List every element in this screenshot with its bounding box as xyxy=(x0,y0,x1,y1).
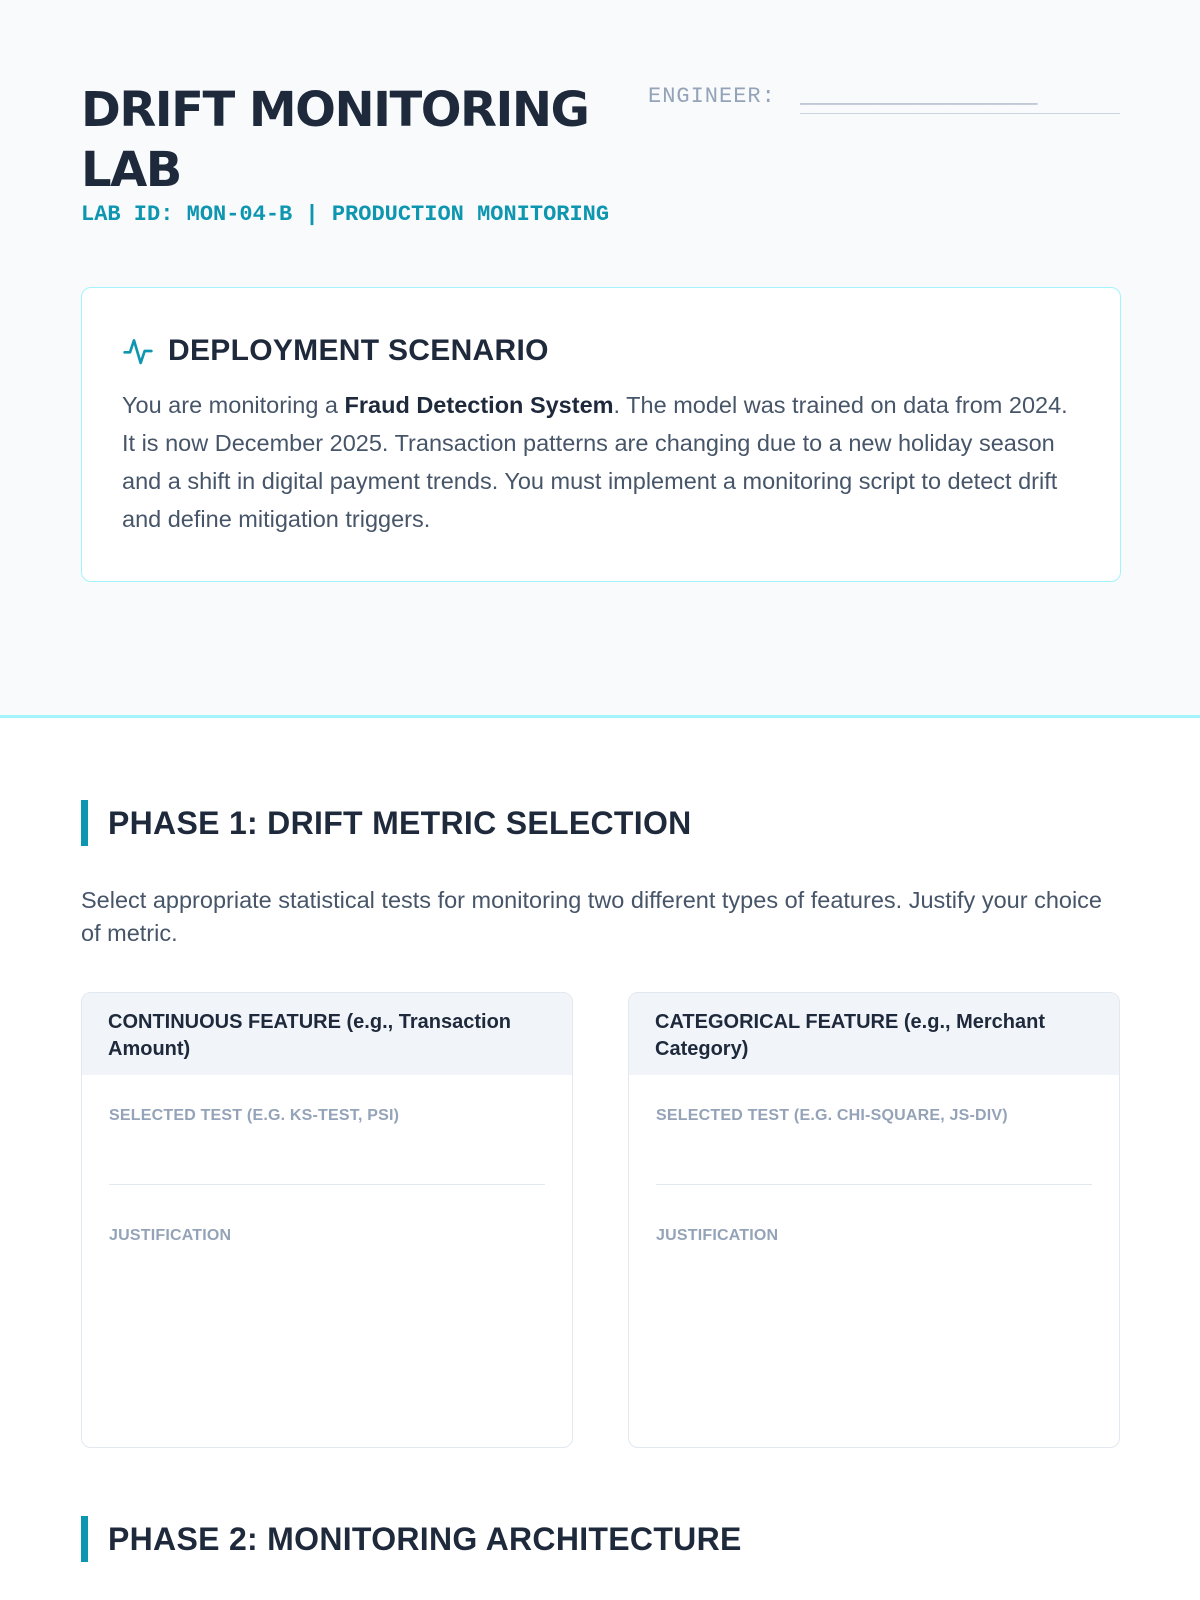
activity-pulse-icon xyxy=(122,335,154,367)
justification-input[interactable] xyxy=(656,1257,1092,1427)
justification-label: JUSTIFICATION xyxy=(109,1227,232,1244)
phase-1-description: Select appropriate statistical tests for monitoring two different types of features. Justify your choice of metric. xyxy=(81,887,1102,946)
card-title: CATEGORICAL FEATURE (e.g., Merchant Category) xyxy=(629,993,1119,1075)
phase-2-heading: PHASE 2: MONITORING ARCHITECTURE xyxy=(81,1516,742,1562)
phase-1-heading: PHASE 1: DRIFT METRIC SELECTION xyxy=(81,800,692,846)
selected-test-input[interactable] xyxy=(109,1129,545,1185)
scenario-heading xyxy=(122,334,549,368)
justification-input[interactable] xyxy=(109,1257,545,1427)
header-section xyxy=(0,0,1200,718)
selected-test-label: SELECTED TEST (E.G. CHI-SQUARE, JS-DIV) xyxy=(656,1107,1008,1124)
scenario-description: You are monitoring a Fraud Detection System. The model was trained on data from 2024. It is now December 2025. Transaction patterns are changing due to a new holiday season and a shift in digital payment trends. You must implement a monitoring script to detect drift and define mitigation triggers. xyxy=(122,392,1068,532)
selected-test-label: SELECTED TEST (E.G. KS-TEST, PSI) xyxy=(109,1107,400,1124)
scenario-title: DEPLOYMENT SCENARIO xyxy=(168,334,549,367)
deployment-scenario-card xyxy=(81,287,1121,582)
categorical-feature-card xyxy=(628,992,1120,1448)
system-name: Fraud Detection System xyxy=(344,392,614,418)
card-title: CONTINUOUS FEATURE (e.g., Transaction Amount) xyxy=(82,993,572,1075)
selected-test-input[interactable] xyxy=(656,1129,1092,1185)
justification-label: JUSTIFICATION xyxy=(656,1227,779,1244)
lab-id: LAB ID: MON-04-B | PRODUCTION MONITORING xyxy=(81,202,610,227)
engineer-name-field[interactable]: __________________ xyxy=(800,84,1120,114)
page-title: DRIFT MONITORING LAB xyxy=(81,82,589,198)
continuous-feature-card xyxy=(81,992,573,1448)
engineer-label: ENGINEER: xyxy=(648,84,776,109)
